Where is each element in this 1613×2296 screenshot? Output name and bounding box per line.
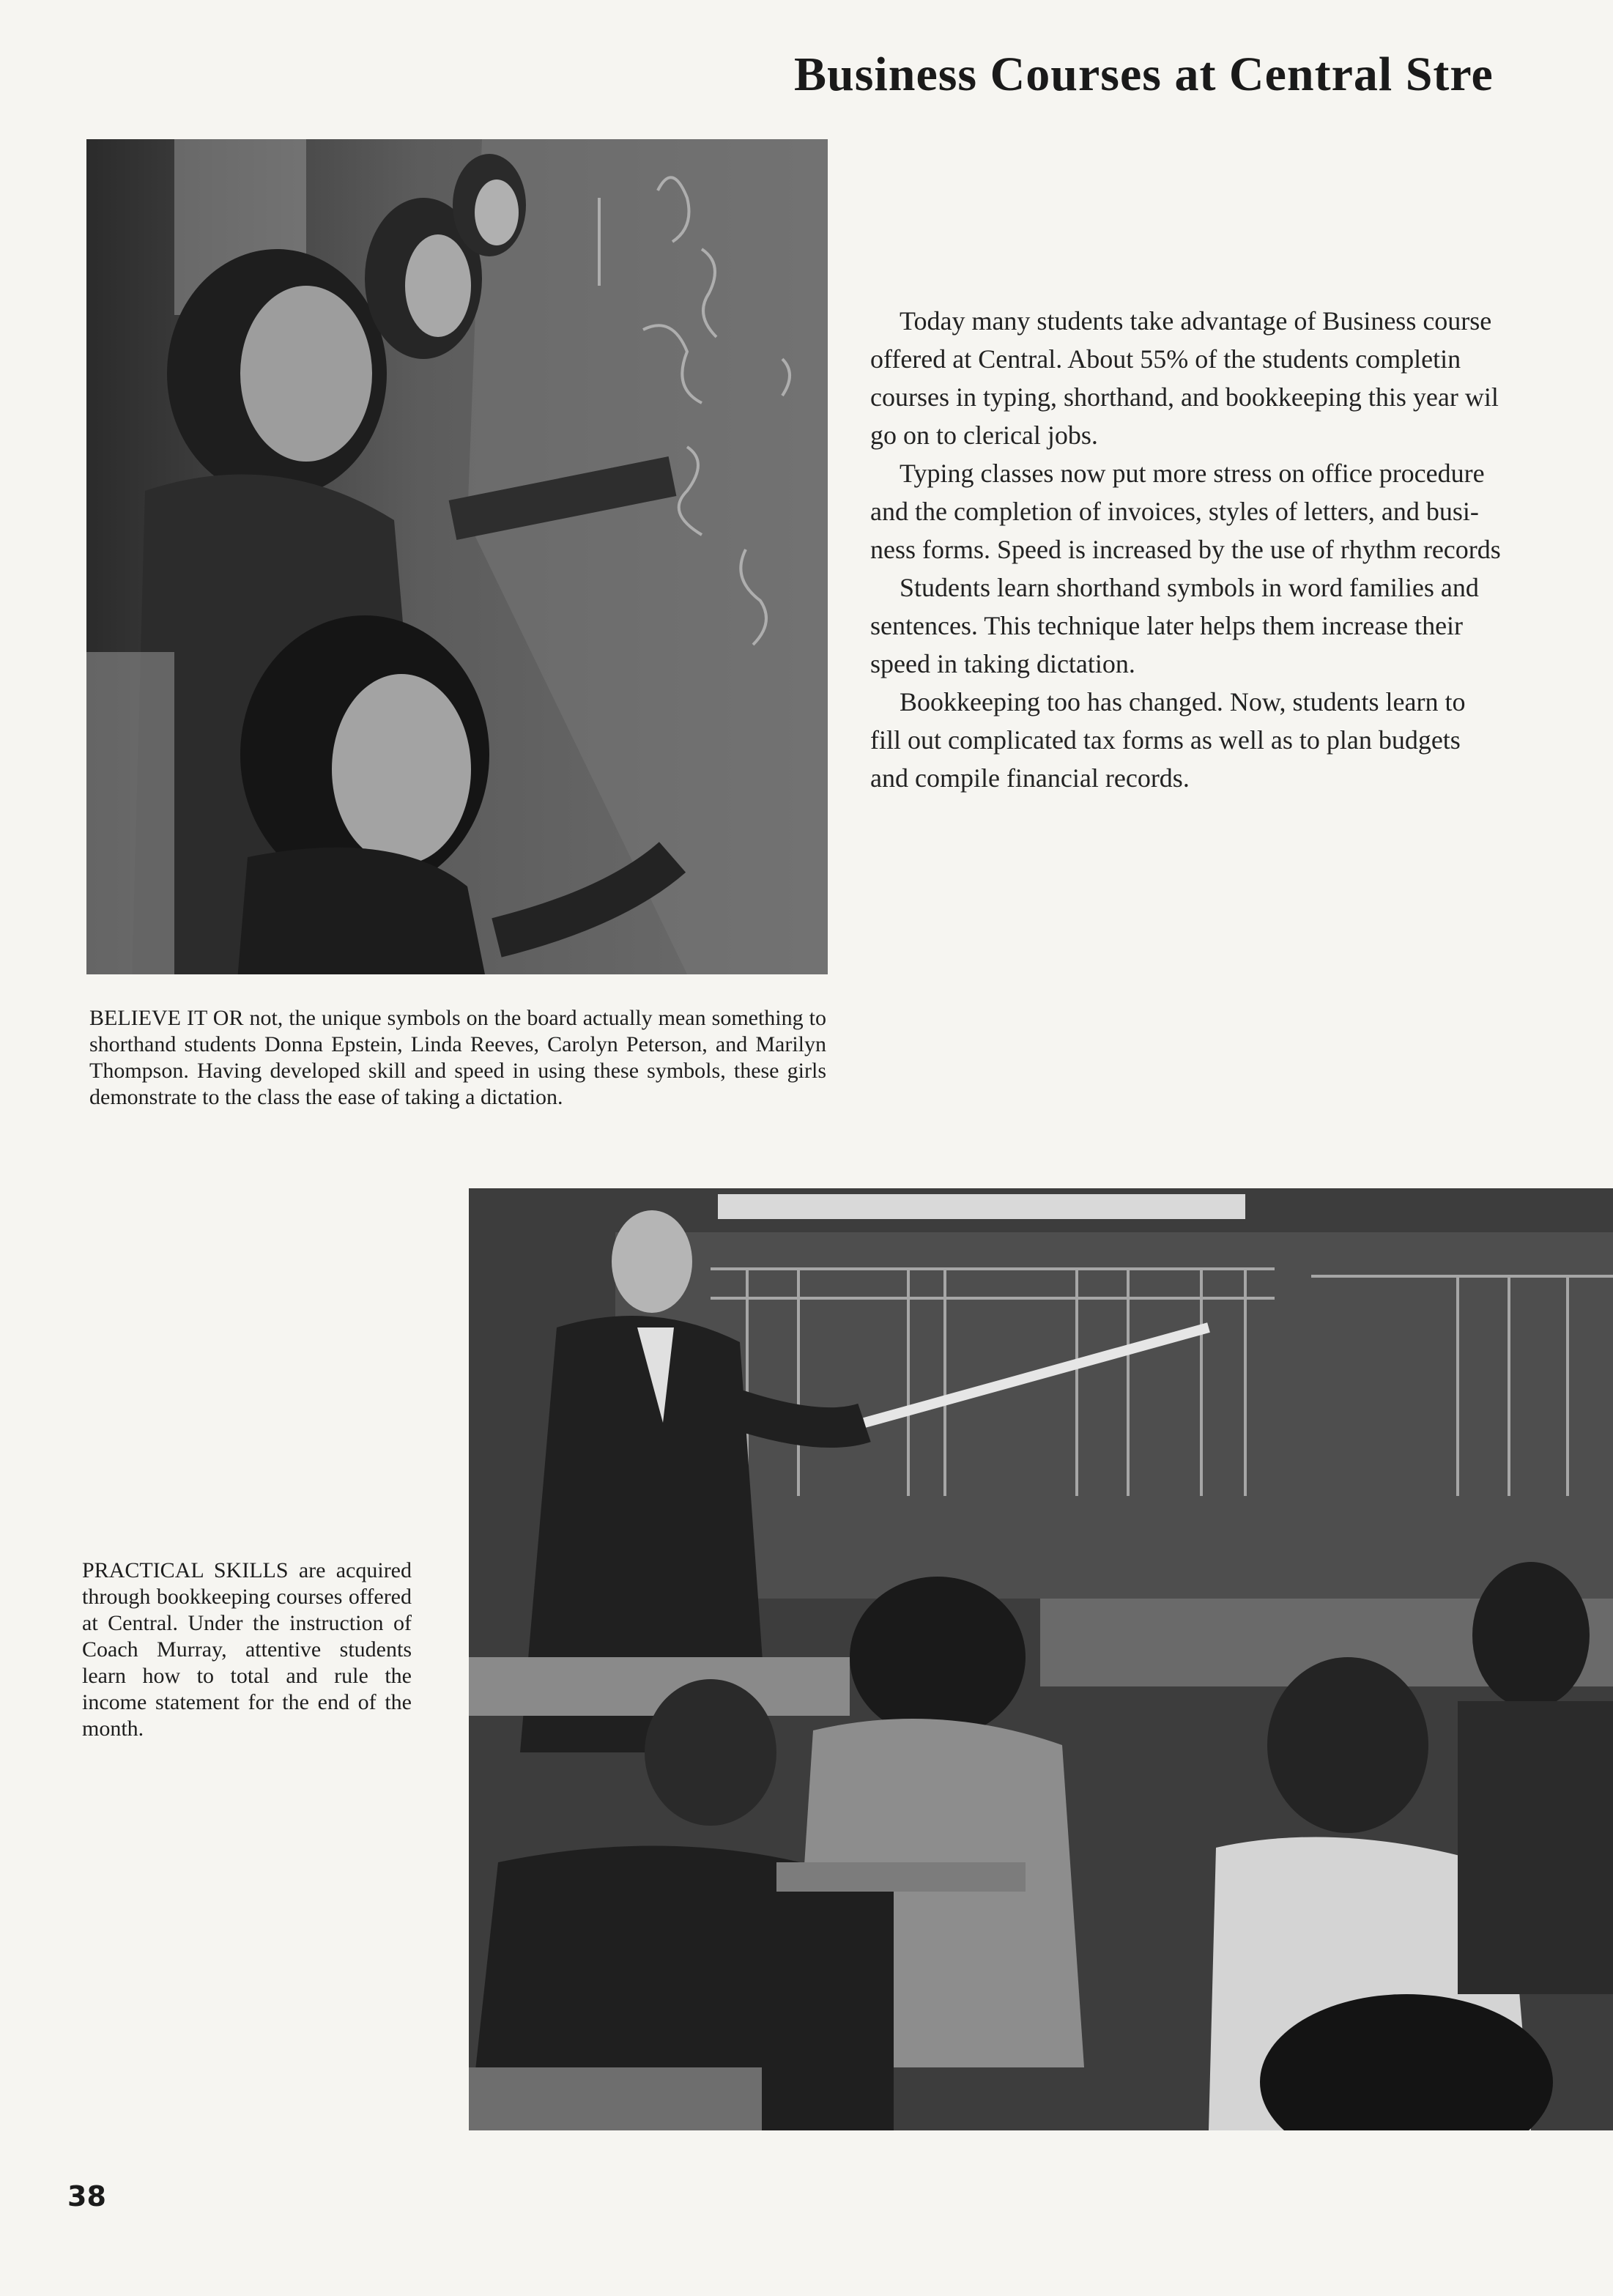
paragraph-1-line-2: offered at Central. About 55% of the students completin: [870, 344, 1461, 374]
paragraph-3-line-2: sentences. This technique later helps them increase their: [870, 611, 1464, 640]
page-number: 38: [67, 2180, 106, 2212]
paragraph-4-line-3: and compile financial records.: [870, 763, 1190, 793]
page-title: Business Courses at Central Stre: [794, 48, 1494, 101]
paragraph-1-line-3: courses in typing, shorthand, and bookkeeping this year wil: [870, 382, 1499, 412]
article-body: [870, 302, 1613, 815]
paragraph-2-line-1: Typing classes now put more stress on office procedure: [900, 459, 1485, 488]
paragraph-1-line-1: Today many students take advantage of Business course: [900, 306, 1492, 336]
paragraph-3-line-3: speed in taking dictation.: [870, 649, 1135, 678]
paragraph-1-line-4: go on to clerical jobs.: [870, 421, 1098, 450]
paragraph-4-line-2: fill out complicated tax forms as well as to plan budgets: [870, 725, 1461, 755]
paragraph-3-line-1: Students learn shorthand symbols in word families and: [900, 573, 1479, 602]
paragraph-4-line-1: Bookkeeping too has changed. Now, students learn to: [900, 687, 1466, 716]
paragraph-2-line-3: ness forms. Speed is increased by the use of rhythm records: [870, 535, 1501, 564]
shorthand-caption: BELIEVE IT OR not, the unique symbols on the board actually mean something to shorthand students Donna Epstein, Linda Reeves, Carolyn Peterson, and Marilyn Thompson. Having developed skill and speed in using these symbols, these girls demonstrate to the class the ease of taking a dictation.: [89, 1006, 826, 1109]
shorthand-photo: [86, 139, 828, 974]
bookkeeping-caption: PRACTICAL SKILLS are acquired through bookkeeping courses offered at Central. Under the instruction of Coach Murray, attentive students learn how to total and rule the income statement for the end of the month.: [82, 1558, 412, 1741]
paragraph-2-line-2: and the completion of invoices, styles of letters, and busi-: [870, 497, 1479, 526]
bookkeeping-photo: [469, 1188, 1613, 2130]
